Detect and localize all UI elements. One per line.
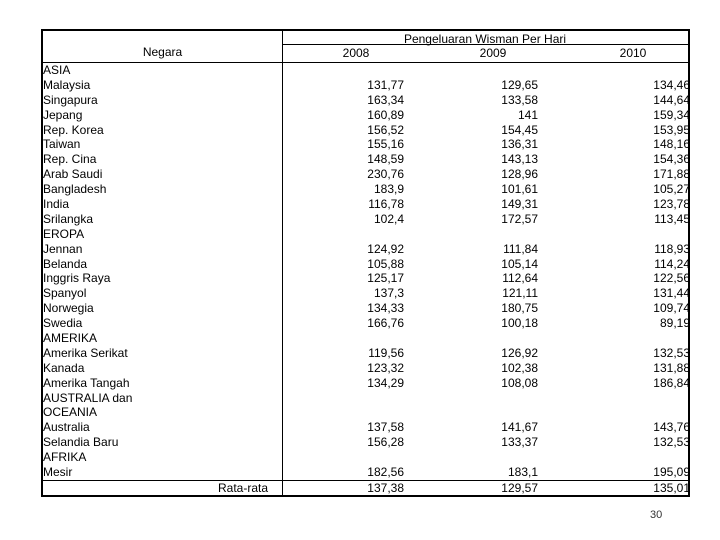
value-2010: 154,36 [653,152,690,167]
country-name: ASIA [43,63,71,77]
table-row [43,465,688,480]
value-2008: 137,58 [367,420,404,435]
value-2010: 171,88 [653,167,690,182]
country-name: Malaysia [43,77,91,92]
value-2010: 132,53 [653,435,690,450]
average-2009: 129,57 [501,480,538,495]
value-2009: 102,38 [501,360,538,375]
value-2008: 182,56 [367,465,404,480]
country-name: Kanada [43,360,85,375]
country-name: Inggris Raya [43,271,111,286]
column-header-2009: 2009 [479,46,507,60]
value-2008: 148,59 [367,152,404,167]
value-2008: 163,34 [367,92,404,107]
value-2008: 119,56 [368,345,404,360]
table-row [43,242,688,257]
value-2010: 109,74 [653,301,690,316]
value-2008: 156,28 [367,435,404,450]
table-row [43,420,688,435]
value-2009: 141,67 [501,420,538,435]
table-row [43,301,688,316]
value-2008: 102,4 [373,211,404,226]
country-name: Belanda [43,256,88,271]
value-2008: 183,9 [373,182,404,197]
value-2008: 125,17 [367,271,404,286]
value-2008: 123,32 [367,360,404,375]
value-2010: 122,56 [653,271,690,286]
average-2010: 135,01 [653,480,690,495]
value-2010: 89,19 [659,316,690,331]
table-row [43,316,688,331]
value-2010: 105,27 [653,182,690,197]
country-name: Jennan [43,241,83,256]
value-2009: 101,61 [501,182,538,197]
value-2008: 116,78 [368,197,404,212]
value-2009: 100,18 [501,316,538,331]
value-2010: 195,09 [653,465,690,480]
country-name: Mesir [43,465,73,480]
country-name: Bangladesh [43,182,107,197]
value-2009: 111,84 [503,241,538,256]
table-row [43,78,688,93]
country-name: Selandia Baru [43,435,119,450]
value-2009: 183,1 [507,465,538,480]
table-row [43,286,688,301]
value-2010: 159,34 [653,107,690,122]
value-2010: 148,16 [653,137,690,152]
country-name: Amerika Serikat [43,345,128,360]
country-name: Swedia [43,316,83,331]
value-2009: 133,58 [501,92,538,107]
country-name: AUSTRALIA dan [43,390,133,405]
value-2009: 172,57 [501,211,538,226]
country-name: India [43,197,70,212]
table-body [43,63,688,480]
table-row [43,435,688,450]
table-row [43,257,688,272]
value-2010: 123,78 [653,197,690,212]
table-row [43,391,688,406]
column-divider [282,481,283,495]
column-header-country: Negara [142,45,183,59]
average-label: Rata-rata [218,480,269,495]
table-row [43,182,688,197]
value-2010: 114,24 [654,256,690,271]
value-2008: 155,16 [367,137,404,152]
country-name: Jepang [43,107,83,122]
value-2009: 149,31 [501,197,538,212]
country-name: Srilangka [43,211,94,226]
page-number: 30 [650,509,663,521]
column-header-2008: 2008 [342,46,370,60]
table-row [43,93,688,108]
country-name: Rep. Korea [43,122,104,137]
value-2010: 131,44 [653,286,690,301]
country-name: EROPA [43,226,85,241]
country-name: Arab Saudi [43,167,103,182]
country-name: AFRIKA [43,450,87,465]
table-row [43,405,688,420]
table-header [43,31,688,63]
value-2010: 118,93 [654,241,690,256]
value-2009: 154,45 [501,122,538,137]
value-2008: 137,3 [373,286,404,301]
value-2010: 113,45 [654,211,690,226]
value-2009: 108,08 [501,375,538,390]
value-2010: 131,88 [653,360,690,375]
table-row [43,167,688,182]
table-row [43,63,688,78]
value-2008: 156,52 [367,122,404,137]
value-2008: 230,76 [367,167,404,182]
table-row [43,376,688,391]
value-2010: 143,76 [653,420,690,435]
value-2009: 121,11 [502,286,538,301]
table-row [43,197,688,212]
table-row [43,108,688,123]
table-row [43,346,688,361]
column-header-2010: 2010 [619,46,647,60]
value-2009: 133,37 [501,435,538,450]
table-row [43,123,688,138]
value-2009: 141 [517,107,538,122]
value-2008: 166,76 [367,316,404,331]
value-2010: 144,64 [653,92,690,107]
value-2010: 132,53 [653,345,690,360]
value-2008: 124,92 [367,241,404,256]
value-2009: 136,31 [501,137,538,152]
country-name: Norwegia [43,301,94,316]
country-name: Spanyol [43,286,87,301]
table-row [43,331,688,346]
country-name: Rep. Cina [43,152,97,167]
value-2009: 105,14 [501,256,538,271]
value-2008: 105,88 [367,256,404,271]
table-row [43,212,688,227]
value-2009: 126,92 [501,345,538,360]
value-2008: 134,33 [367,301,404,316]
value-2008: 134,29 [367,375,404,390]
table-row [43,137,688,152]
table-row [43,152,688,167]
country-name: OCEANIA [43,405,98,420]
table-row [43,361,688,376]
data-table [41,29,690,497]
country-name: AMERIKA [43,331,98,346]
value-2009: 128,96 [501,167,538,182]
country-name: Taiwan [43,137,81,152]
table-row [43,271,688,286]
country-name: Singapura [43,92,98,107]
value-2010: 134,46 [653,77,690,92]
value-2008: 131,77 [367,77,404,92]
value-2009: 129,65 [501,77,538,92]
value-2010: 186,84 [653,375,690,390]
table-row [43,227,688,242]
average-2008: 137,38 [367,480,404,495]
value-2010: 153,95 [653,122,690,137]
country-name: Amerika Tangah [43,375,130,390]
value-2008: 160,89 [367,107,404,122]
table-row [43,450,688,465]
value-2009: 112,64 [502,271,538,286]
country-name: Australia [43,420,90,435]
value-2009: 180,75 [501,301,538,316]
average-row [43,480,688,495]
value-2009: 143,13 [501,152,538,167]
table-title: Pengeluaran Wisman Per Hari [403,32,567,46]
